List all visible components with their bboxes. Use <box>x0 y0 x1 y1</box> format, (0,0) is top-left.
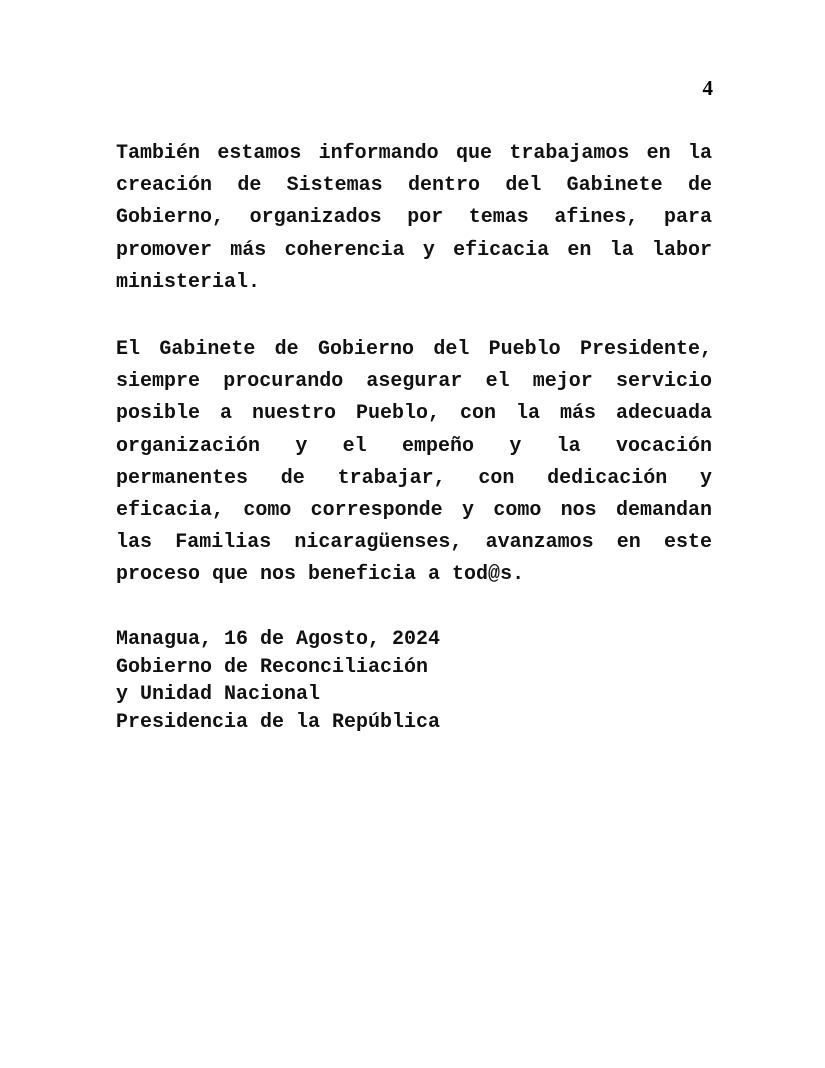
signature-block <box>116 626 440 736</box>
place-date: Managua, 16 de Agosto, 2024 <box>116 628 441 651</box>
paragraph-cabinet-commitment: El Gabinete de Gobierno del Pueblo Presidente, siempre procurando asegurar el mejor servicio posible a nuestro Pueblo, con la más adecuada organización y el empeño y la vocación permanentes de trabajar, con dedicación y eficacia, como corresponde y como nos demandan las Familias nicaragüenses, avanzamos en este proceso que nos beneficia a tod@s. <box>116 338 712 587</box>
paragraph-systems-announcement: También estamos informando que trabajamos en la creación de Sistemas dentro del Gabinete de Gobierno, organizados por temas afines, para promover más coherencia y eficacia en la labor ministerial. <box>116 142 712 294</box>
page-number: 4 <box>702 76 713 100</box>
government-name-line-1: Gobierno de Reconciliación <box>116 655 429 679</box>
presidency-office: Presidencia de la República <box>116 710 441 734</box>
government-name-line-2: y Unidad Nacional <box>116 683 321 706</box>
